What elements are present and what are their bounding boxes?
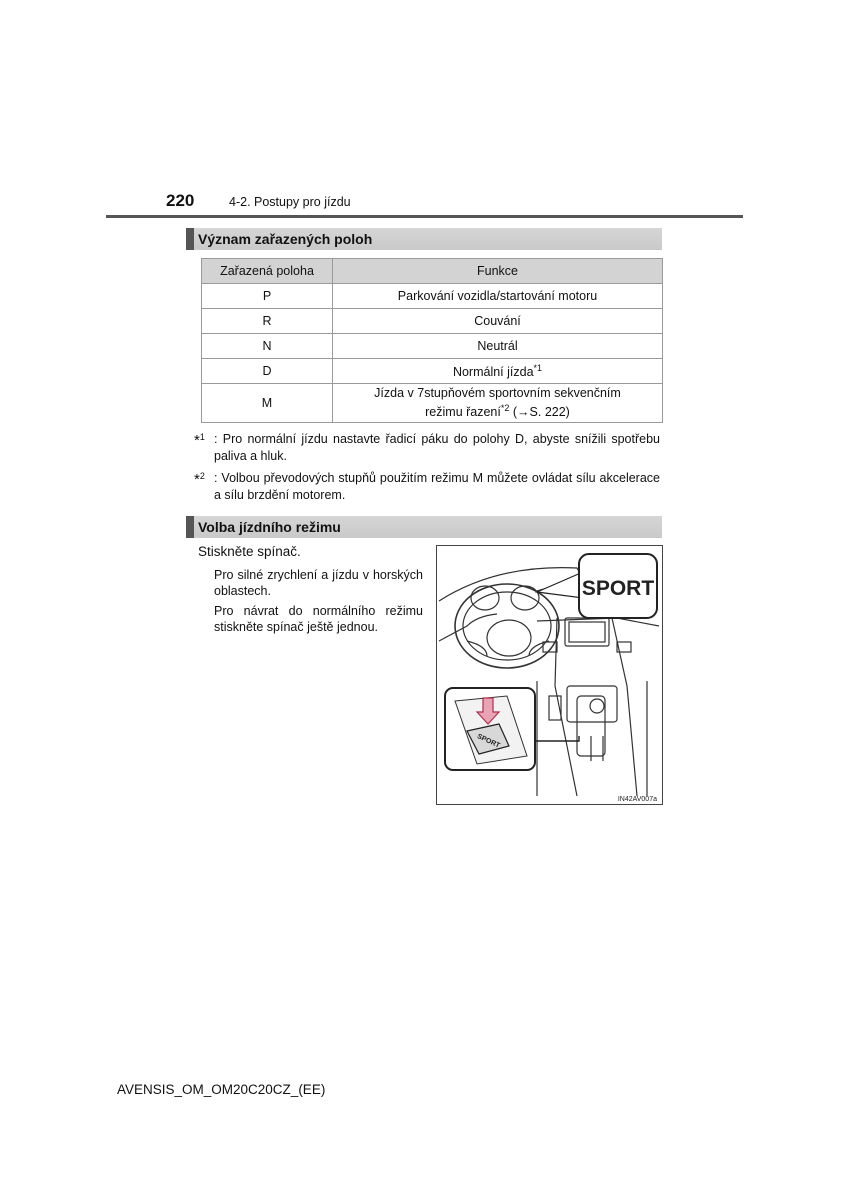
document-code: AVENSIS_OM_OM20C20CZ_(EE) [117, 1082, 326, 1097]
page-reference: (→S. 222) [512, 405, 570, 419]
position-cell: R [202, 309, 333, 334]
footnote-2 [194, 470, 660, 504]
function-cell: Neutrál [333, 334, 663, 359]
function-cell [333, 384, 663, 423]
table-row [202, 359, 663, 384]
header-rule [106, 215, 743, 218]
table-row [202, 334, 663, 359]
footnote-marker: *$^2$ [194, 471, 205, 488]
footnote-1 [194, 431, 660, 465]
figure-code: IN42AV007a [617, 796, 657, 803]
table-header-position: Zařazená poloha [202, 259, 333, 284]
sport-button-label: SPORT [475, 733, 501, 750]
callout-pointer [537, 572, 583, 598]
footnote-text: : Pro normální jízdu nastavte řadicí páku do polohy D, abyste snížili spotřebu paliva a hluk. [214, 432, 660, 463]
position-cell: N [202, 334, 333, 359]
position-cell: M [202, 384, 333, 423]
footnote-text: : Volbou převodových stupňů použitím režimu M můžete ovládat sílu akcelerace a sílu brzdění motorem. [214, 471, 660, 502]
function-text-line1: Jízda v 7stupňovém sportovním sekvenčním [374, 386, 621, 400]
function-cell: Parkování vozidla/startování motoru [333, 284, 663, 309]
table-row [202, 284, 663, 309]
instruction-text: Stiskněte spínač. [198, 544, 301, 559]
function-text: Normální jízda [452, 365, 534, 379]
gear-positions-table [201, 258, 663, 423]
section-path: 4-2. Postupy pro jízdu [229, 195, 351, 209]
sport-callout [579, 554, 657, 618]
position-cell: P [202, 284, 333, 309]
function-text-line2: režimu řazení [425, 405, 501, 419]
paragraph-strong-acceleration: Pro silné zrychlení a jízdu v horských oblastech. [214, 568, 423, 598]
dashboard-drawing [437, 546, 662, 804]
function-cell: Couvání [333, 309, 663, 334]
section-heading-positions: Význam zařazených poloh [186, 228, 662, 250]
position-cell: D [202, 359, 333, 384]
page-number: 220 [166, 191, 195, 210]
table-row [202, 309, 663, 334]
function-cell [333, 359, 663, 384]
section-heading-drive-mode: Volba jízdního režimu [186, 516, 662, 538]
table-header-function: Funkce [333, 259, 663, 284]
sport-callout-label: SPORT [581, 577, 655, 600]
table-row [202, 384, 663, 423]
footnote-mark: *2 [500, 403, 510, 413]
footnote-mark: *1 [533, 363, 543, 373]
paragraph-return-normal: Pro návrat do normálního režimu stiskněte spínač ještě jednou. [214, 604, 423, 634]
table-header-row [202, 259, 663, 284]
sport-switch-illustration [436, 545, 663, 805]
footnote-marker: *$^1$ [194, 432, 205, 449]
